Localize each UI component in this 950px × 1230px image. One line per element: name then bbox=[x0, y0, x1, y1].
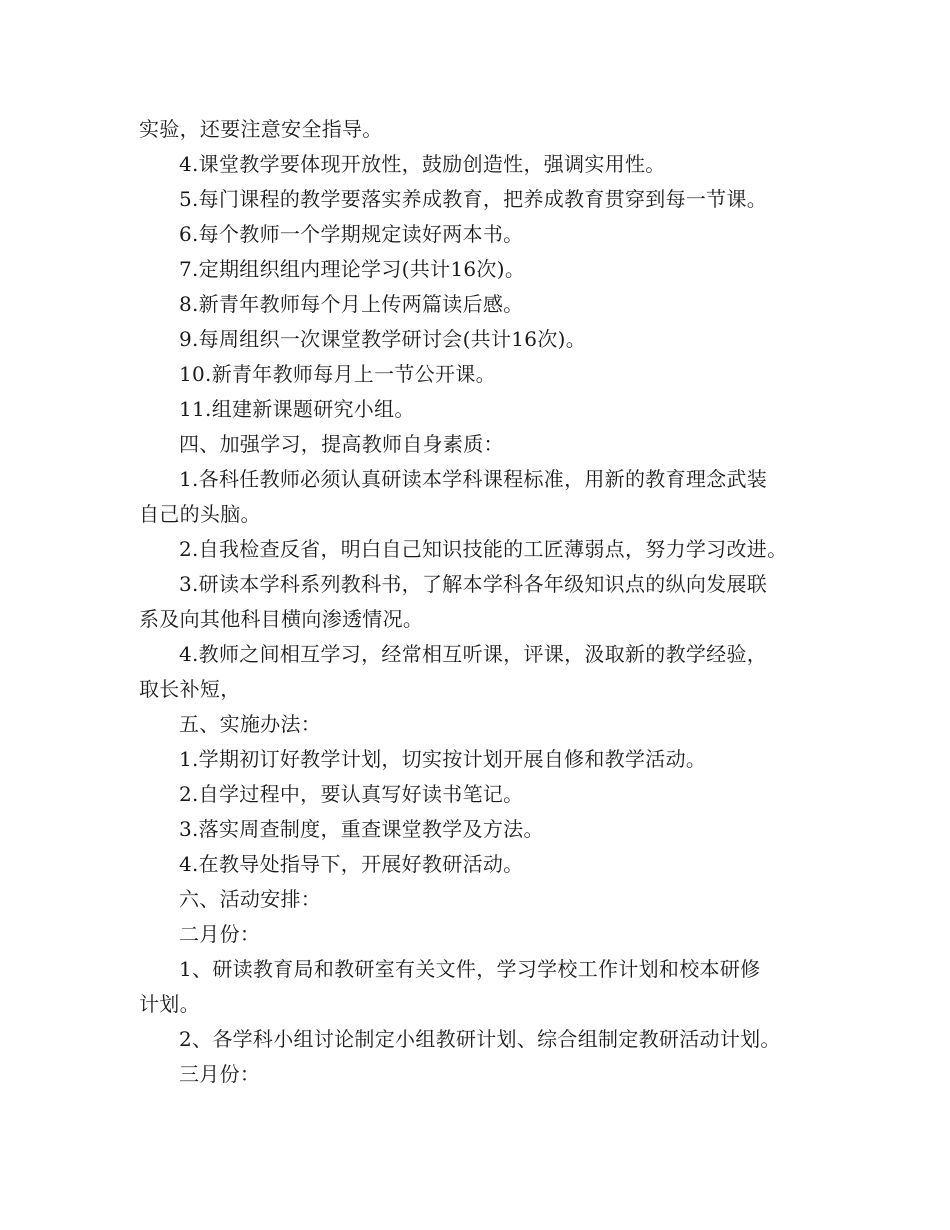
text-line: 10.新青年教师每月上一节公开课。 bbox=[179, 362, 496, 386]
text-line: 2、各学科小组讨论制定小组教研计划、综合组制定教研活动计划。 bbox=[179, 1027, 781, 1051]
text-line: 4.教师之间相互学习，经常相互听课，评课，汲取新的教学经验， bbox=[179, 642, 768, 666]
text-line: 取长补短， bbox=[139, 677, 241, 701]
text-line: 2.自学过程中，要认真写好读书笔记。 bbox=[179, 782, 524, 806]
text-line: 实验，还要注意安全指导。 bbox=[139, 117, 383, 141]
text-line: 5.每门课程的教学要落实养成教育，把养成教育贯穿到每一节课。 bbox=[179, 187, 768, 211]
text-line: 五、实施办法： bbox=[179, 712, 322, 736]
text-line: 1.各科任教师必须认真研读本学科课程标准，用新的教育理念武装 bbox=[179, 467, 768, 491]
text-line: 二月份： bbox=[179, 922, 261, 946]
text-line: 9.每周组织一次课堂教学研讨会(共计16次)。 bbox=[179, 327, 587, 351]
text-line: 4.在教导处指导下，开展好教研活动。 bbox=[179, 852, 524, 876]
text-line: 8.新青年教师每个月上传两篇读后感。 bbox=[179, 292, 524, 316]
text-line: 3.研读本学科系列教科书，了解本学科各年级知识点的纵向发展联 bbox=[179, 572, 768, 596]
text-line: 2.自我检查反省，明白自己知识技能的工匠薄弱点，努力学习改进。 bbox=[179, 537, 788, 561]
text-line: 11.组建新课题研究小组。 bbox=[179, 397, 415, 421]
text-line: 7.定期组织组内理论学习(共计16次)。 bbox=[179, 257, 526, 281]
text-line: 4.课堂教学要体现开放性，鼓励创造性，强调实用性。 bbox=[179, 152, 666, 176]
text-line: 自己的头脑。 bbox=[139, 502, 261, 526]
text-line: 6.每个教师一个学期规定读好两本书。 bbox=[179, 222, 524, 246]
text-line: 计划。 bbox=[139, 992, 200, 1016]
text-line: 六、活动安排： bbox=[179, 887, 322, 911]
text-line: 四、加强学习，提高教师自身素质： bbox=[179, 432, 504, 456]
text-line: 1、研读教育局和教研室有关文件，学习学校工作计划和校本研修 bbox=[179, 957, 761, 981]
text-line: 三月份： bbox=[179, 1062, 261, 1086]
text-line: 3.落实周查制度，重查课堂教学及方法。 bbox=[179, 817, 544, 841]
text-line: 1.学期初订好教学计划，切实按计划开展自修和教学活动。 bbox=[179, 747, 707, 771]
text-line: 系及向其他科目横向渗透情况。 bbox=[139, 607, 424, 631]
document-body bbox=[139, 112, 829, 1092]
